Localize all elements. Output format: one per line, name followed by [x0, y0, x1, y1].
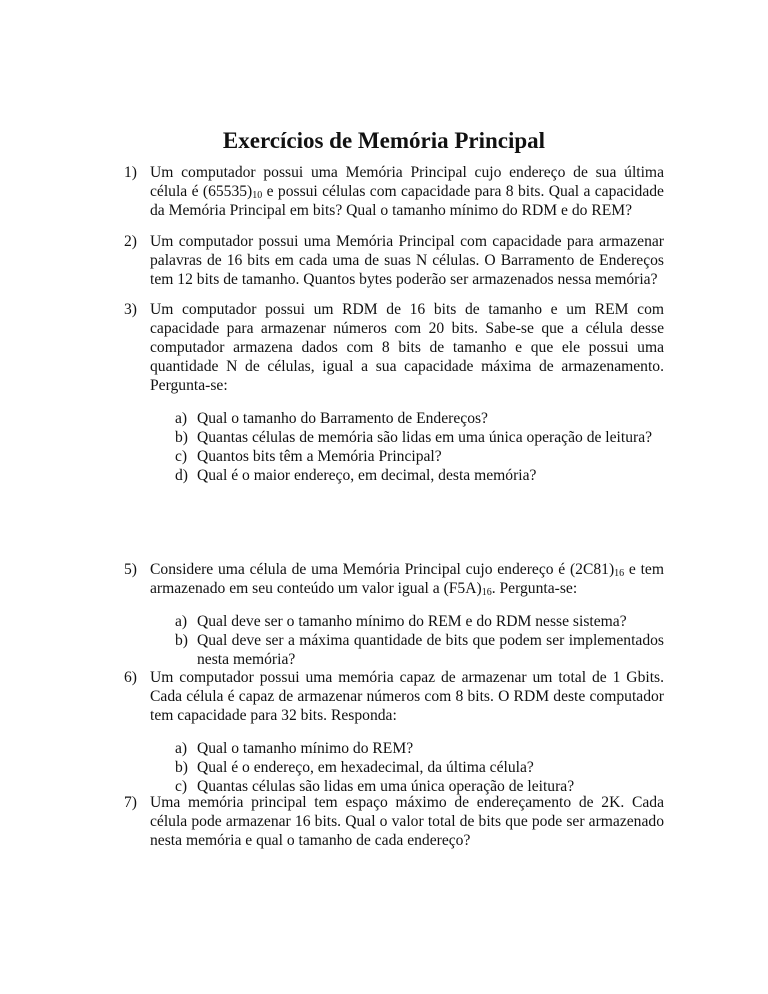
question-number: 1)	[124, 164, 137, 181]
sub-question-a: a) Qual deve ser o tamanho mínimo do REM e do RDM nesse sistema?	[175, 613, 627, 630]
question-5	[124, 560, 664, 669]
sub-question-a: a) Qual o tamanho do Barramento de Endereços?	[175, 410, 488, 427]
question-text: Uma memória principal tem espaço máximo de endereçamento de 2K. Cada célula pode armazenar 16 bits. Qual o valor total de bits que pode ser armazenado nesta memória e qual o tamanho de cada endereço?	[150, 794, 664, 849]
question-text: Um computador possui uma memória capaz de armazenar um total de 1 Gbits. Cada célula é capaz de armazenar números com 8 bits. O RDM deste computador tem capacidade para 32 bits. Responda:	[150, 669, 664, 724]
question-6	[124, 668, 664, 796]
sub-questions	[175, 409, 664, 485]
sub-question-b: b) Qual é o endereço, em hexadecimal, da última célula?	[175, 759, 534, 776]
question-3	[124, 300, 664, 485]
sub-question-b: b) Qual deve ser a máxima quantidade de bits que podem ser implementados nesta memória?	[175, 632, 664, 668]
question-number: 5)	[124, 561, 137, 578]
question-7	[124, 793, 664, 850]
question-2	[124, 232, 664, 289]
question-1	[124, 163, 664, 220]
sub-question-c: c) Quantos bits têm a Memória Principal?	[175, 448, 442, 465]
question-text: Considere uma célula de uma Memória Principal cujo endereço é $(2C81)_{16}$ e tem armazenado em seu conteúdo um valor igual a $(F5A)_{16}$. Pergunta-se:	[150, 561, 664, 598]
question-number: 7)	[124, 794, 137, 811]
question-number: 2)	[124, 233, 137, 250]
sub-question-a: a) Qual o tamanho mínimo do REM?	[175, 740, 414, 757]
sub-question-c: c) Quantas células são lidas em uma única operação de leitura?	[175, 778, 575, 795]
question-number: 3)	[124, 301, 137, 318]
sub-questions	[175, 739, 664, 796]
question-text: Um computador possui um RDM de 16 bits de tamanho e um REM com capacidade para armazenar números com 20 bits. Sabe-se que a célula desse computador armazena dados com 8 bits de tamanho e que ele possui uma quantidade N de células, igual a sua capacidade máxima de armazenamento. Pergunta-se:	[150, 301, 664, 394]
question-text: Um computador possui uma Memória Principal com capacidade para armazenar palavras de 16 bits em cada uma de suas N células. O Barramento de Endereços tem 12 bits de tamanho. Quantos bytes poderão ser armazenados nessa memória?	[150, 233, 664, 288]
sub-question-b: b) Quantas células de memória são lidas em uma única operação de leitura?	[175, 429, 653, 446]
page-title: Exercícios de Memória Principal	[222, 128, 546, 153]
question-number: 6)	[124, 669, 137, 686]
question-text: Um computador possui uma Memória Principal cujo endereço de sua última célula é $(65535)_{10}$ e possui células com capacidade para 8 bits. Qual a capacidade da Memória Principal em bits? Qual o tamanho mínimo do RDM e do REM?	[150, 164, 664, 219]
sub-questions	[175, 612, 664, 669]
sub-question-d: d) Qual é o maior endereço, em decimal, desta memória?	[175, 467, 537, 484]
